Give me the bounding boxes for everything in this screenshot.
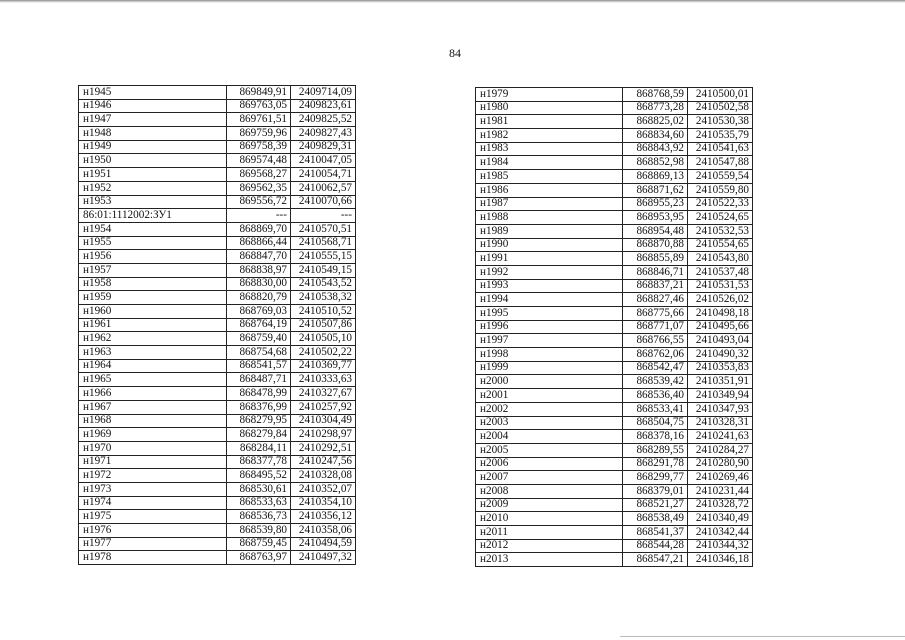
x-coordinate-cell: 868771,07 — [623, 320, 688, 334]
y-coordinate-cell: 2410352,07 — [291, 482, 356, 496]
point-id-cell: н1998 — [476, 348, 623, 362]
y-coordinate-cell: 2410257,92 — [291, 400, 356, 414]
y-coordinate-cell: 2410547,88 — [688, 156, 753, 170]
x-coordinate-cell: 868521,27 — [623, 498, 688, 512]
table-row — [79, 305, 356, 319]
point-id-cell: н2005 — [476, 443, 623, 457]
x-coordinate-cell: 868299,77 — [623, 471, 688, 485]
y-coordinate-cell: 2410541,63 — [688, 142, 753, 156]
point-id-cell: н1948 — [79, 127, 227, 141]
x-coordinate-cell: 868838,97 — [227, 263, 291, 277]
table-row — [476, 252, 753, 266]
y-coordinate-cell: 2410559,80 — [688, 183, 753, 197]
table-row — [79, 195, 356, 209]
table-row — [79, 86, 356, 100]
x-coordinate-cell: 869568,27 — [227, 168, 291, 182]
y-coordinate-cell: 2410356,12 — [291, 510, 356, 524]
table-row — [476, 430, 753, 444]
table-row — [79, 291, 356, 305]
y-coordinate-cell: 2410247,56 — [291, 455, 356, 469]
y-coordinate-cell: 2410328,08 — [291, 469, 356, 483]
x-coordinate-cell: 868827,46 — [623, 293, 688, 307]
y-coordinate-cell: 2410555,15 — [291, 250, 356, 264]
table-row — [476, 334, 753, 348]
y-coordinate-cell: 2410568,71 — [291, 236, 356, 250]
y-coordinate-cell: 2410342,44 — [688, 526, 753, 540]
x-coordinate-cell: 868289,55 — [623, 443, 688, 457]
table-row — [476, 457, 753, 471]
point-id-cell: н1946 — [79, 99, 227, 113]
x-coordinate-cell: 868769,03 — [227, 305, 291, 319]
point-id-cell: н1956 — [79, 250, 227, 264]
table-row — [476, 389, 753, 403]
point-id-cell: н1975 — [79, 510, 227, 524]
table-row — [79, 277, 356, 291]
point-id-cell: н1949 — [79, 140, 227, 154]
y-coordinate-cell: 2410535,79 — [688, 129, 753, 143]
y-coordinate-cell: 2410549,15 — [291, 263, 356, 277]
y-coordinate-cell: 2409823,61 — [291, 99, 356, 113]
table-row — [79, 168, 356, 182]
x-coordinate-cell: 868379,01 — [623, 484, 688, 498]
y-coordinate-cell: 2410532,53 — [688, 224, 753, 238]
point-id-cell: н2006 — [476, 457, 623, 471]
table-row — [79, 113, 356, 127]
point-id-cell: н1991 — [476, 252, 623, 266]
x-coordinate-cell: 868291,78 — [623, 457, 688, 471]
y-coordinate-cell: 2410531,53 — [688, 279, 753, 293]
x-coordinate-cell: 868847,70 — [227, 250, 291, 264]
y-coordinate-cell: 2410284,27 — [688, 443, 753, 457]
table-row — [476, 279, 753, 293]
x-coordinate-cell: 868852,98 — [623, 156, 688, 170]
x-coordinate-cell: 868279,84 — [227, 428, 291, 442]
point-id-cell: н1961 — [79, 318, 227, 332]
x-coordinate-cell: 868547,21 — [623, 553, 688, 567]
y-coordinate-cell: 2410346,18 — [688, 553, 753, 567]
x-coordinate-cell: 868866,44 — [227, 236, 291, 250]
point-id-cell: н1955 — [79, 236, 227, 250]
x-coordinate-cell: 869763,05 — [227, 99, 291, 113]
table-row — [476, 265, 753, 279]
point-id-cell: н1976 — [79, 524, 227, 538]
point-id-cell: н1947 — [79, 113, 227, 127]
point-id-cell: н1957 — [79, 263, 227, 277]
x-coordinate-cell: 868541,57 — [227, 359, 291, 373]
table-row — [79, 441, 356, 455]
x-coordinate-cell: 868376,99 — [227, 400, 291, 414]
y-coordinate-cell: 2410502,58 — [688, 101, 753, 115]
x-coordinate-cell: 868538,49 — [623, 512, 688, 526]
x-coordinate-cell: 868533,41 — [623, 402, 688, 416]
x-coordinate-cell: --- — [227, 209, 291, 223]
table-row — [79, 222, 356, 236]
x-coordinate-cell: 868837,21 — [623, 279, 688, 293]
x-coordinate-cell: 868830,00 — [227, 277, 291, 291]
point-id-cell: н2009 — [476, 498, 623, 512]
x-coordinate-cell: 868536,40 — [623, 389, 688, 403]
point-id-cell: н1967 — [79, 400, 227, 414]
point-id-cell: н1982 — [476, 129, 623, 143]
table-row — [476, 224, 753, 238]
table-row — [476, 553, 753, 567]
point-id-cell: н1953 — [79, 195, 227, 209]
table-row — [476, 293, 753, 307]
page-number: 84 — [449, 46, 461, 60]
table-row — [79, 263, 356, 277]
table-row — [476, 183, 753, 197]
x-coordinate-cell: 869556,72 — [227, 195, 291, 209]
point-id-cell: н1995 — [476, 307, 623, 321]
point-id-cell: н2011 — [476, 526, 623, 540]
y-coordinate-cell: 2410328,72 — [688, 498, 753, 512]
y-coordinate-cell: 2410358,06 — [291, 524, 356, 538]
point-id-cell: н1980 — [476, 101, 623, 115]
point-id-cell: н1963 — [79, 346, 227, 360]
table-row — [79, 332, 356, 346]
x-coordinate-cell: 869849,91 — [227, 86, 291, 100]
point-id-cell: н1968 — [79, 414, 227, 428]
table-row — [79, 373, 356, 387]
x-coordinate-cell: 868820,79 — [227, 291, 291, 305]
x-coordinate-cell: 868846,71 — [623, 265, 688, 279]
y-coordinate-cell: 2410269,46 — [688, 471, 753, 485]
point-id-cell: н2004 — [476, 430, 623, 444]
point-id-cell: н1997 — [476, 334, 623, 348]
point-id-cell: н1996 — [476, 320, 623, 334]
x-coordinate-cell: 869758,39 — [227, 140, 291, 154]
right-coordinates-table — [475, 87, 753, 567]
table-row — [476, 115, 753, 129]
x-coordinate-cell: 868478,99 — [227, 387, 291, 401]
table-row — [476, 526, 753, 540]
x-coordinate-cell: 868764,19 — [227, 318, 291, 332]
y-coordinate-cell: 2410353,83 — [688, 361, 753, 375]
x-coordinate-cell: 868533,63 — [227, 496, 291, 510]
table-row — [476, 197, 753, 211]
x-coordinate-cell: 868536,73 — [227, 510, 291, 524]
point-id-cell: н1990 — [476, 238, 623, 252]
table-row — [79, 482, 356, 496]
table-row — [476, 375, 753, 389]
x-coordinate-cell: 868279,95 — [227, 414, 291, 428]
point-id-cell: н1988 — [476, 211, 623, 225]
point-id-cell: н2000 — [476, 375, 623, 389]
y-coordinate-cell: 2410507,86 — [291, 318, 356, 332]
table-row — [476, 170, 753, 184]
y-coordinate-cell: 2410538,32 — [291, 291, 356, 305]
table-row — [476, 402, 753, 416]
x-coordinate-cell: 868773,28 — [623, 101, 688, 115]
y-coordinate-cell: 2410292,51 — [291, 441, 356, 455]
table-row — [79, 346, 356, 360]
table-row — [79, 428, 356, 442]
y-coordinate-cell: 2410349,94 — [688, 389, 753, 403]
y-coordinate-cell: 2410495,66 — [688, 320, 753, 334]
y-coordinate-cell: 2410241,63 — [688, 430, 753, 444]
x-coordinate-cell: 868768,59 — [623, 88, 688, 102]
x-coordinate-cell: 868953,95 — [623, 211, 688, 225]
x-coordinate-cell: 868759,40 — [227, 332, 291, 346]
y-coordinate-cell: 2410494,59 — [291, 537, 356, 551]
y-coordinate-cell: 2410344,32 — [688, 539, 753, 553]
point-id-cell: н1985 — [476, 170, 623, 184]
x-coordinate-cell: 868541,37 — [623, 526, 688, 540]
point-id-cell: н1966 — [79, 387, 227, 401]
point-id-cell: н1978 — [79, 551, 227, 565]
table-row — [476, 512, 753, 526]
table-row — [476, 320, 753, 334]
left-coordinates-table — [78, 85, 356, 565]
x-coordinate-cell: 868378,16 — [623, 430, 688, 444]
table-row — [79, 469, 356, 483]
table-row — [476, 498, 753, 512]
y-coordinate-cell: 2410543,80 — [688, 252, 753, 266]
x-coordinate-cell: 868871,62 — [623, 183, 688, 197]
table-row — [476, 101, 753, 115]
table-row — [79, 127, 356, 141]
table-row — [476, 443, 753, 457]
x-coordinate-cell: 868542,47 — [623, 361, 688, 375]
table-row — [79, 154, 356, 168]
x-coordinate-cell: 868955,23 — [623, 197, 688, 211]
y-coordinate-cell: 2410524,65 — [688, 211, 753, 225]
y-coordinate-cell: 2410340,49 — [688, 512, 753, 526]
y-coordinate-cell: 2410351,91 — [688, 375, 753, 389]
point-id-cell: н1984 — [476, 156, 623, 170]
point-id-cell: н2010 — [476, 512, 623, 526]
y-coordinate-cell: 2410369,77 — [291, 359, 356, 373]
x-coordinate-cell: 868544,28 — [623, 539, 688, 553]
table-row — [79, 496, 356, 510]
x-coordinate-cell: 868834,60 — [623, 129, 688, 143]
x-coordinate-cell: 869761,51 — [227, 113, 291, 127]
point-id-cell: н2007 — [476, 471, 623, 485]
table-row — [476, 238, 753, 252]
point-id-cell: 86:01:1112002:ЗУ1 — [79, 209, 227, 223]
x-coordinate-cell: 868869,13 — [623, 170, 688, 184]
table-row — [79, 99, 356, 113]
x-coordinate-cell: 868855,89 — [623, 252, 688, 266]
point-id-cell: н1951 — [79, 168, 227, 182]
point-id-cell: н1971 — [79, 455, 227, 469]
x-coordinate-cell: 868284,11 — [227, 441, 291, 455]
x-coordinate-cell: 868763,97 — [227, 551, 291, 565]
point-id-cell: н1981 — [476, 115, 623, 129]
point-id-cell: н1979 — [476, 88, 623, 102]
table-row — [476, 484, 753, 498]
x-coordinate-cell: 868504,75 — [623, 416, 688, 430]
point-id-cell: н1974 — [79, 496, 227, 510]
point-id-cell: н1958 — [79, 277, 227, 291]
point-id-cell: н1945 — [79, 86, 227, 100]
x-coordinate-cell: 868825,02 — [623, 115, 688, 129]
x-coordinate-cell: 868754,68 — [227, 346, 291, 360]
x-coordinate-cell: 868954,48 — [623, 224, 688, 238]
table-row — [79, 510, 356, 524]
x-coordinate-cell: 868762,06 — [623, 348, 688, 362]
point-id-cell: н1992 — [476, 265, 623, 279]
x-coordinate-cell: 868843,92 — [623, 142, 688, 156]
point-id-cell: н1964 — [79, 359, 227, 373]
x-coordinate-cell: 868870,88 — [623, 238, 688, 252]
point-id-cell: н1972 — [79, 469, 227, 483]
table-row — [476, 88, 753, 102]
y-coordinate-cell: 2410502,22 — [291, 346, 356, 360]
point-id-cell: н1994 — [476, 293, 623, 307]
point-id-cell: н2002 — [476, 402, 623, 416]
point-id-cell: н1969 — [79, 428, 227, 442]
table-row — [79, 455, 356, 469]
point-id-cell: н2012 — [476, 539, 623, 553]
y-coordinate-cell: 2409714,09 — [291, 86, 356, 100]
x-coordinate-cell: 869759,96 — [227, 127, 291, 141]
point-id-cell: н2003 — [476, 416, 623, 430]
y-coordinate-cell: 2410333,63 — [291, 373, 356, 387]
table-row — [476, 156, 753, 170]
point-id-cell: н1970 — [79, 441, 227, 455]
y-coordinate-cell: 2409825,52 — [291, 113, 356, 127]
scan-bottom-edge — [620, 636, 905, 637]
table-row — [476, 307, 753, 321]
x-coordinate-cell: 868377,78 — [227, 455, 291, 469]
table-row — [476, 361, 753, 375]
table-row — [79, 236, 356, 250]
table-row — [79, 537, 356, 551]
point-id-cell: н1959 — [79, 291, 227, 305]
table-row — [79, 359, 356, 373]
y-coordinate-cell: 2410498,18 — [688, 307, 753, 321]
y-coordinate-cell: 2410304,49 — [291, 414, 356, 428]
point-id-cell: н1999 — [476, 361, 623, 375]
table-row — [79, 318, 356, 332]
point-id-cell: н1993 — [476, 279, 623, 293]
scan-top-edge — [0, 0, 905, 3]
table-row — [476, 142, 753, 156]
y-coordinate-cell: 2410062,57 — [291, 181, 356, 195]
point-id-cell: н1952 — [79, 181, 227, 195]
y-coordinate-cell: 2410354,10 — [291, 496, 356, 510]
point-id-cell: н1965 — [79, 373, 227, 387]
y-coordinate-cell: 2410543,52 — [291, 277, 356, 291]
y-coordinate-cell: 2410530,38 — [688, 115, 753, 129]
y-coordinate-cell: 2410347,93 — [688, 402, 753, 416]
point-id-cell: н1987 — [476, 197, 623, 211]
x-coordinate-cell: 868539,80 — [227, 524, 291, 538]
table-row — [476, 348, 753, 362]
y-coordinate-cell: 2410570,51 — [291, 222, 356, 236]
table-row — [79, 250, 356, 264]
point-id-cell: н1983 — [476, 142, 623, 156]
y-coordinate-cell: 2410526,02 — [688, 293, 753, 307]
y-coordinate-cell: 2410500,01 — [688, 88, 753, 102]
table-row — [476, 129, 753, 143]
y-coordinate-cell: 2410490,32 — [688, 348, 753, 362]
x-coordinate-cell: 868759,45 — [227, 537, 291, 551]
point-id-cell: н2008 — [476, 484, 623, 498]
y-coordinate-cell: 2410327,67 — [291, 387, 356, 401]
x-coordinate-cell: 868869,70 — [227, 222, 291, 236]
y-coordinate-cell: 2409827,43 — [291, 127, 356, 141]
y-coordinate-cell: 2410559,54 — [688, 170, 753, 184]
point-id-cell: н2001 — [476, 389, 623, 403]
x-coordinate-cell: 868495,52 — [227, 469, 291, 483]
table-row — [79, 209, 356, 223]
y-coordinate-cell: 2410054,71 — [291, 168, 356, 182]
y-coordinate-cell: 2410328,31 — [688, 416, 753, 430]
x-coordinate-cell: 868775,66 — [623, 307, 688, 321]
table-row — [79, 400, 356, 414]
table-row — [79, 181, 356, 195]
point-id-cell: н1960 — [79, 305, 227, 319]
y-coordinate-cell: 2410537,48 — [688, 265, 753, 279]
table-row — [79, 414, 356, 428]
table-row — [79, 551, 356, 565]
y-coordinate-cell: 2410505,10 — [291, 332, 356, 346]
x-coordinate-cell: 868530,61 — [227, 482, 291, 496]
table-row — [476, 539, 753, 553]
y-coordinate-cell: 2409829,31 — [291, 140, 356, 154]
point-id-cell: н1989 — [476, 224, 623, 238]
point-id-cell: н1973 — [79, 482, 227, 496]
y-coordinate-cell: 2410298,97 — [291, 428, 356, 442]
table-row — [79, 524, 356, 538]
point-id-cell: н1954 — [79, 222, 227, 236]
y-coordinate-cell: --- — [291, 209, 356, 223]
point-id-cell: н1977 — [79, 537, 227, 551]
table-row — [79, 387, 356, 401]
table-row — [476, 211, 753, 225]
point-id-cell: н1962 — [79, 332, 227, 346]
y-coordinate-cell: 2410280,90 — [688, 457, 753, 471]
x-coordinate-cell: 868487,71 — [227, 373, 291, 387]
y-coordinate-cell: 2410231,44 — [688, 484, 753, 498]
x-coordinate-cell: 868539,42 — [623, 375, 688, 389]
x-coordinate-cell: 869562,35 — [227, 181, 291, 195]
table-row — [476, 416, 753, 430]
point-id-cell: н1986 — [476, 183, 623, 197]
y-coordinate-cell: 2410493,04 — [688, 334, 753, 348]
y-coordinate-cell: 2410522,33 — [688, 197, 753, 211]
x-coordinate-cell: 868766,55 — [623, 334, 688, 348]
y-coordinate-cell: 2410070,66 — [291, 195, 356, 209]
table-row — [79, 140, 356, 154]
x-coordinate-cell: 869574,48 — [227, 154, 291, 168]
y-coordinate-cell: 2410554,65 — [688, 238, 753, 252]
y-coordinate-cell: 2410047,05 — [291, 154, 356, 168]
y-coordinate-cell: 2410497,32 — [291, 551, 356, 565]
y-coordinate-cell: 2410510,52 — [291, 305, 356, 319]
table-row — [476, 471, 753, 485]
point-id-cell: н2013 — [476, 553, 623, 567]
point-id-cell: н1950 — [79, 154, 227, 168]
